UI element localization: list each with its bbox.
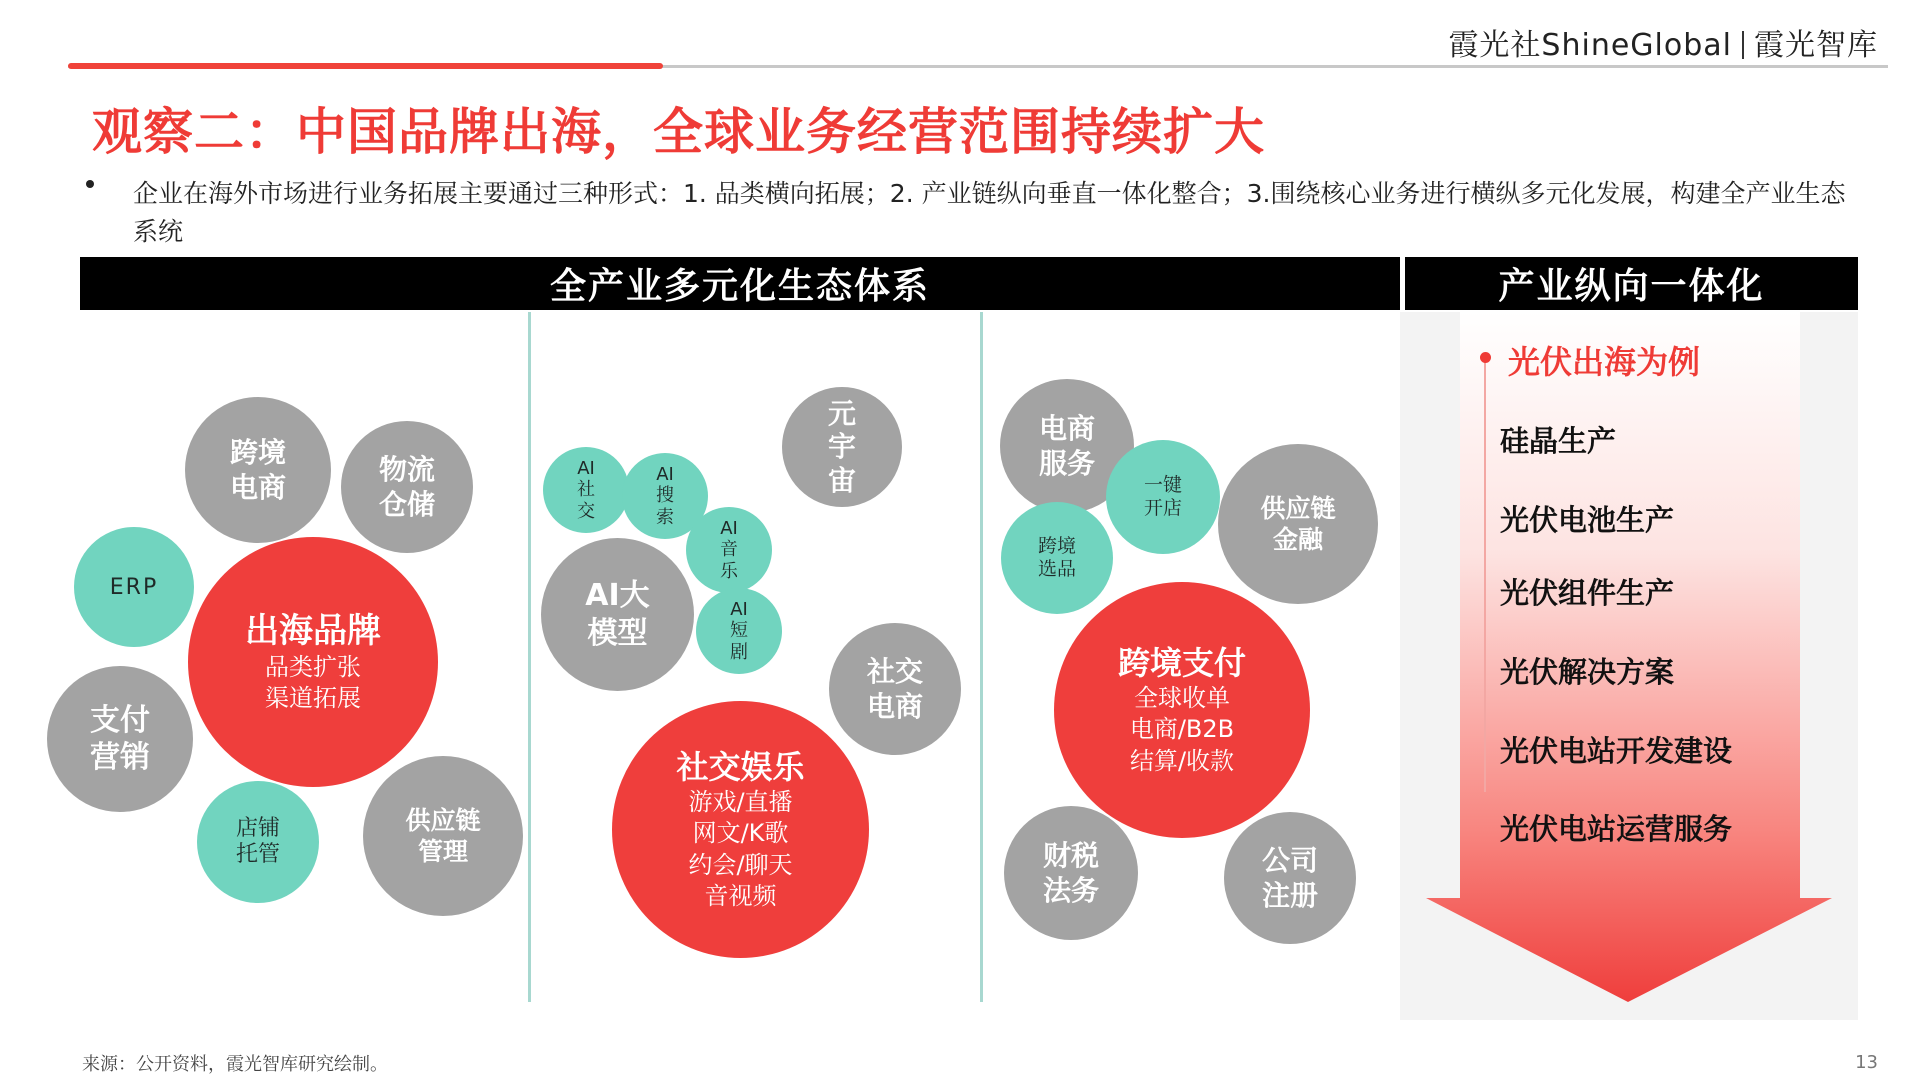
bubble-ai-short-drama xyxy=(696,588,782,674)
bubble-sub-line: 电商/B2B xyxy=(1129,715,1235,744)
bubble-label: AI短剧 xyxy=(730,598,748,663)
page-title: 观察二：中国品牌出海，全球业务经营范围持续扩大 xyxy=(92,103,1265,161)
bubble-store-hosting xyxy=(197,781,319,903)
bubble-label: AI搜索 xyxy=(656,463,674,528)
bubble-label: ERP xyxy=(109,574,159,600)
bubble-label: 一键开店 xyxy=(1143,474,1182,519)
bubble-label: 社交电商 xyxy=(866,655,923,723)
bubble-erp xyxy=(74,527,194,647)
bubble-ai-social xyxy=(543,447,629,533)
step-pv-module-production: 光伏组件生产 xyxy=(1500,576,1675,610)
step-pv-solutions: 光伏解决方案 xyxy=(1500,655,1675,689)
top-accent-line xyxy=(68,63,663,69)
example-guide-line xyxy=(1484,362,1486,792)
bubble-logistics-warehousing xyxy=(341,421,473,553)
bubble-supply-chain-finance xyxy=(1218,444,1378,604)
page-number: 13 xyxy=(1855,1052,1878,1073)
step-silicon-production: 硅晶生产 xyxy=(1500,424,1617,458)
bubble-finance-tax-legal xyxy=(1004,806,1138,940)
bubble-overseas-brand xyxy=(188,537,438,787)
header-vertical: 产业纵向一体化 xyxy=(1405,257,1858,310)
bubble-label: 支付营销 xyxy=(90,702,150,775)
brand-logo xyxy=(1448,20,1878,64)
bubble-social-commerce xyxy=(829,623,961,755)
brand-separator xyxy=(1742,31,1744,59)
bubble-supply-chain-management xyxy=(363,756,523,916)
bubble-label: 物流仓储 xyxy=(378,453,435,521)
bubble-main-title: 出海品牌 xyxy=(245,610,381,651)
step-pv-plant-development: 光伏电站开发建设 xyxy=(1500,734,1733,768)
bubble-sub-line: 品类扩张 xyxy=(265,653,361,682)
bubble-main-title: 社交娱乐 xyxy=(676,748,805,787)
brand-think-tank: 霞光智库 xyxy=(1754,28,1878,63)
bubble-sub-line: 全球收单 xyxy=(1134,684,1230,713)
bubble-label: 供应链管理 xyxy=(405,805,481,866)
bubble-label: 跨境选品 xyxy=(1037,535,1076,580)
header-ecosystem: 全产业多元化生态体系 xyxy=(80,257,1400,310)
bubble-sub-line: 音视频 xyxy=(704,881,777,910)
step-pv-cell-production: 光伏电池生产 xyxy=(1500,503,1675,537)
bubble-sub-line: 结算/收款 xyxy=(1129,746,1235,775)
example-bullet xyxy=(1480,352,1491,363)
brand-shineglobal: 霞光社ShineGlobal xyxy=(1448,28,1732,63)
bubble-cross-border-selection xyxy=(1001,502,1113,614)
bubble-one-click-store xyxy=(1106,440,1220,554)
bubble-label: 公司注册 xyxy=(1261,844,1318,912)
bubble-label: 财税法务 xyxy=(1042,839,1099,907)
bubble-sub-line: 约会/聊天 xyxy=(688,850,793,879)
bubble-label: AI大模型 xyxy=(585,578,650,651)
bubble-company-registration xyxy=(1224,812,1356,944)
bubble-label: 电商服务 xyxy=(1038,412,1095,480)
bubble-label: 供应链金融 xyxy=(1260,493,1336,554)
bubble-main-title: 跨境支付 xyxy=(1117,644,1246,683)
example-label: 光伏出海为例 xyxy=(1508,343,1701,381)
bubble-ai-music xyxy=(686,507,772,593)
bubble-cross-border-ecommerce xyxy=(185,397,331,543)
bubble-payment-marketing xyxy=(47,666,193,812)
source-note: 来源：公开资料，霞光智库研究绘制。 xyxy=(82,1054,388,1075)
bubble-cross-border-payment xyxy=(1054,582,1310,838)
column-divider-2 xyxy=(980,312,983,1002)
bubble-label: AI音乐 xyxy=(720,517,738,582)
bubble-sub-line: 游戏/直播 xyxy=(688,788,793,817)
bubble-metaverse xyxy=(782,387,902,507)
bubble-sub-line: 网文/K歌 xyxy=(692,819,789,848)
bubble-sub-line: 渠道拓展 xyxy=(265,684,361,713)
bubble-label: AI 社 交 xyxy=(577,457,595,522)
bullet-marker xyxy=(86,180,94,188)
intro-bullet: 企业在海外市场进行业务拓展主要通过三种形式：1. 品类横向拓展；2. 产业链纵向垂直一体化整合；3.围绕核心业务进行横纵多元化发展，构建全产业生态系统 xyxy=(133,179,1846,246)
bubble-label: 店铺托管 xyxy=(235,815,280,867)
bubble-social-entertainment xyxy=(612,701,869,958)
step-pv-plant-operations: 光伏电站运营服务 xyxy=(1500,812,1733,846)
bubble-ai-large-model xyxy=(541,538,694,691)
bubble-label: 跨境电商 xyxy=(229,436,286,504)
column-divider-1 xyxy=(528,312,531,1002)
bubble-label: 元宇宙 xyxy=(827,396,856,497)
